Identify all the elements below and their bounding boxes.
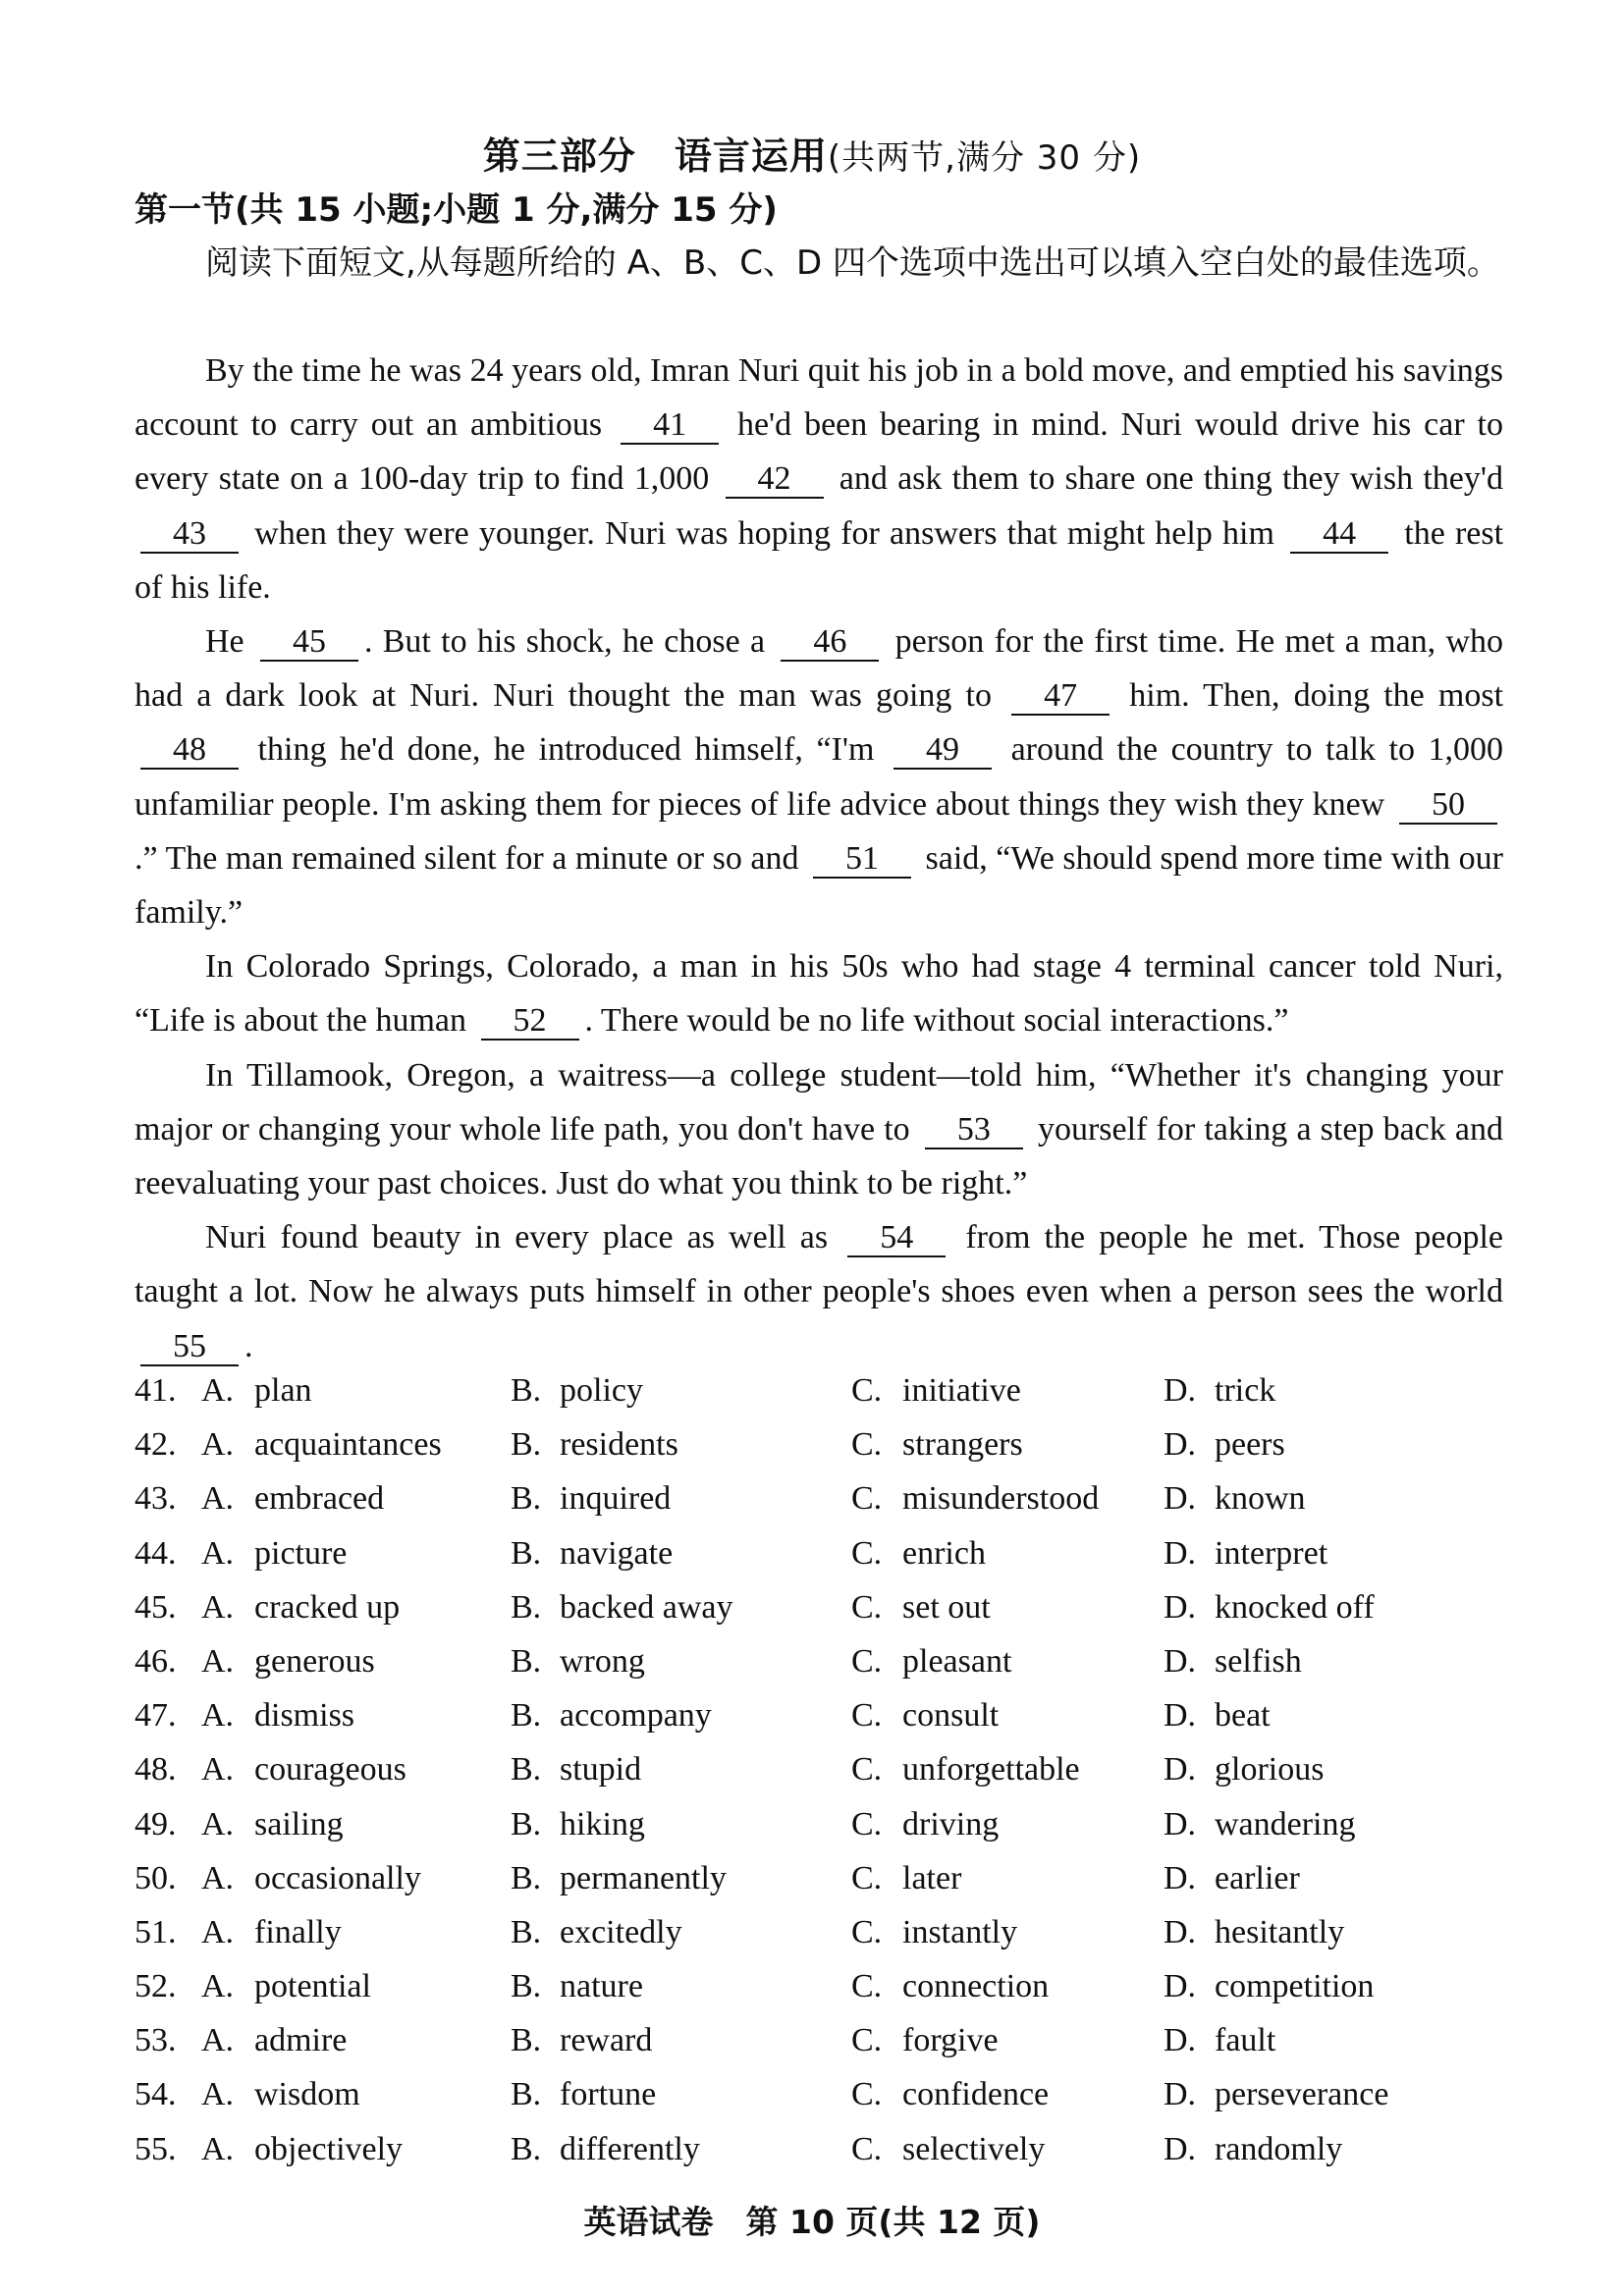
option-b: permanently xyxy=(560,1859,727,1896)
option-letter-b: B. xyxy=(511,1859,542,1896)
option-a: wisdom xyxy=(254,2076,360,2113)
passage-text: from the people he met. Those people taught a lot. Now he always puts himself in other people's shoes even when a person sees the world xyxy=(135,1219,1504,1310)
passage-text: when they were younger. Nuri was hoping for answers that might help him xyxy=(254,514,1274,552)
option-letter-b: B. xyxy=(511,1426,542,1464)
question-number: 43. xyxy=(135,1480,177,1518)
option-d: trick xyxy=(1215,1372,1276,1409)
passage-text: and ask them to share one thing they wish they'd xyxy=(839,460,1503,498)
option-letter-b: B. xyxy=(511,1697,542,1735)
option-b: reward xyxy=(560,2022,653,2059)
option-d: randomly xyxy=(1215,2130,1343,2167)
question-number: 41. xyxy=(135,1372,177,1409)
option-a: acquaintances xyxy=(254,1426,442,1464)
passage-text: By the time he was 24 years old, Imran Nuri quit his job in a bold move, and emptied his savings account to carry out an ambitious xyxy=(135,352,1503,444)
option-letter-b: B. xyxy=(511,1913,542,1950)
option-c: driving xyxy=(902,1805,1000,1842)
option-letter-c: C. xyxy=(851,2130,883,2167)
cloze-passage xyxy=(135,344,1503,1373)
option-b: navigate xyxy=(560,1534,674,1572)
option-d: fault xyxy=(1215,2022,1276,2059)
blank-50: 50 xyxy=(1399,787,1497,825)
option-letter-b: B. xyxy=(511,1968,542,2005)
option-letter-a: A. xyxy=(201,1968,235,2005)
option-letter-b: B. xyxy=(511,1751,542,1789)
option-letter-d: D. xyxy=(1164,1426,1197,1464)
option-letter-b: B. xyxy=(511,1480,542,1518)
option-letter-d: D. xyxy=(1164,1805,1197,1842)
option-letter-a: A. xyxy=(201,1913,235,1950)
part-title-main: 第三部分 语言运用 xyxy=(482,134,828,178)
option-letter-a: A. xyxy=(201,1534,235,1572)
option-b: accompany xyxy=(560,1697,712,1735)
passage-text: He xyxy=(205,623,244,661)
blank-47: 47 xyxy=(1011,678,1110,716)
option-c: selectively xyxy=(902,2130,1046,2167)
option-c: instantly xyxy=(902,1913,1018,1950)
section-title: 第一节(共 15 小题;小题 1 分,满分 15 分) xyxy=(135,190,778,230)
passage-text: . But to his shock, he chose a xyxy=(363,623,766,661)
option-c: consult xyxy=(902,1697,1000,1735)
option-letter-d: D. xyxy=(1164,2076,1197,2113)
question-row xyxy=(135,2131,1503,2185)
option-letter-d: D. xyxy=(1164,1588,1197,1626)
option-letter-a: A. xyxy=(201,2022,235,2059)
option-letter-c: C. xyxy=(851,1372,883,1409)
question-number: 42. xyxy=(135,1426,177,1464)
option-c: initiative xyxy=(902,1372,1021,1409)
option-letter-a: A. xyxy=(201,1697,235,1735)
question-row xyxy=(135,2076,1503,2130)
option-letter-c: C. xyxy=(851,1642,883,1680)
part-title xyxy=(0,126,1624,180)
option-d: selfish xyxy=(1215,1642,1302,1680)
question-number: 47. xyxy=(135,1697,177,1735)
option-letter-a: A. xyxy=(201,1751,235,1789)
passage-paragraph-1 xyxy=(135,344,1503,614)
option-letter-d: D. xyxy=(1164,1859,1197,1896)
option-letter-a: A. xyxy=(201,1642,235,1680)
blank-55: 55 xyxy=(140,1329,239,1366)
question-row xyxy=(135,1372,1503,1426)
option-d: glorious xyxy=(1215,1751,1325,1789)
blank-48: 48 xyxy=(140,732,239,770)
blank-49: 49 xyxy=(893,732,992,770)
passage-text: yourself for taking a step back and reevaluating your past choices. Just do what you think to be right.” xyxy=(135,1110,1504,1202)
option-a: objectively xyxy=(254,2130,404,2167)
option-letter-c: C. xyxy=(851,1534,883,1572)
blank-45: 45 xyxy=(260,624,358,662)
passage-text: In Tillamook, Oregon, a waitress—a college student—told him, “Whether it's changing your major or changing your whole life path, you don't have to xyxy=(135,1056,1503,1148)
option-a: sailing xyxy=(254,1805,344,1842)
option-c: confidence xyxy=(902,2076,1050,2113)
option-a: dismiss xyxy=(254,1697,355,1735)
blank-53: 53 xyxy=(925,1112,1023,1149)
passage-text: . There would be no life without social interactions.” xyxy=(584,1002,1289,1040)
option-letter-a: A. xyxy=(201,1859,235,1896)
option-letter-c: C. xyxy=(851,1697,883,1735)
option-b: nature xyxy=(560,1968,643,2005)
passage-text: . xyxy=(244,1327,253,1364)
page-footer: 英语试卷 第 10 页(共 12 页) xyxy=(583,2203,1041,2241)
question-number: 46. xyxy=(135,1642,177,1680)
question-row xyxy=(135,1426,1503,1480)
option-letter-d: D. xyxy=(1164,1480,1197,1518)
question-number: 44. xyxy=(135,1534,177,1572)
passage-text: .” The man remained silent for a minute or so and xyxy=(135,839,799,877)
option-b: policy xyxy=(560,1372,643,1409)
option-c: set out xyxy=(902,1588,991,1626)
option-letter-b: B. xyxy=(511,1588,542,1626)
option-letter-a: A. xyxy=(201,1805,235,1842)
question-number: 53. xyxy=(135,2022,177,2059)
option-letter-b: B. xyxy=(511,1372,542,1409)
option-d: wandering xyxy=(1215,1805,1356,1842)
option-c: misunderstood xyxy=(902,1480,1100,1518)
option-d: known xyxy=(1215,1480,1306,1518)
question-row xyxy=(135,1643,1503,1697)
passage-paragraph-3 xyxy=(135,939,1503,1047)
option-c: enrich xyxy=(902,1534,986,1572)
option-letter-d: D. xyxy=(1164,1913,1197,1950)
option-letter-c: C. xyxy=(851,1426,883,1464)
option-letter-c: C. xyxy=(851,2022,883,2059)
option-b: excitedly xyxy=(560,1913,682,1950)
option-b: backed away xyxy=(560,1588,733,1626)
question-row xyxy=(135,1480,1503,1534)
question-number: 48. xyxy=(135,1751,177,1789)
option-letter-b: B. xyxy=(511,2022,542,2059)
blank-43: 43 xyxy=(140,516,239,554)
option-letter-c: C. xyxy=(851,1913,883,1950)
option-a: occasionally xyxy=(254,1859,421,1896)
passage-text: Nuri found beauty in every place as well as xyxy=(205,1219,829,1256)
option-letter-d: D. xyxy=(1164,1642,1197,1680)
option-d: interpret xyxy=(1215,1534,1328,1572)
option-b: fortune xyxy=(560,2076,657,2113)
blank-46: 46 xyxy=(781,624,879,662)
option-c: forgive xyxy=(902,2022,999,2059)
option-letter-c: C. xyxy=(851,2076,883,2113)
option-letter-c: C. xyxy=(851,1588,883,1626)
option-letter-b: B. xyxy=(511,1534,542,1572)
question-number: 50. xyxy=(135,1859,177,1896)
blank-54: 54 xyxy=(847,1220,946,1257)
question-number: 52. xyxy=(135,1968,177,2005)
option-letter-a: A. xyxy=(201,2130,235,2167)
option-letter-c: C. xyxy=(851,1751,883,1789)
option-d: beat xyxy=(1215,1697,1271,1735)
passage-paragraph-2 xyxy=(135,614,1503,939)
option-letter-a: A. xyxy=(201,1588,235,1626)
question-row xyxy=(135,1697,1503,1751)
option-a: admire xyxy=(254,2022,348,2059)
question-row xyxy=(135,2022,1503,2076)
question-list xyxy=(135,1372,1503,2185)
option-b: inquired xyxy=(560,1480,672,1518)
option-letter-a: A. xyxy=(201,1426,235,1464)
option-c: connection xyxy=(902,1968,1050,2005)
option-b: residents xyxy=(560,1426,678,1464)
blank-52: 52 xyxy=(481,1003,579,1041)
blank-44: 44 xyxy=(1290,516,1388,554)
option-letter-b: B. xyxy=(511,2130,542,2167)
passage-paragraph-4 xyxy=(135,1048,1503,1211)
option-letter-d: D. xyxy=(1164,1372,1197,1409)
option-a: courageous xyxy=(254,1751,406,1789)
option-b: stupid xyxy=(560,1751,642,1789)
passage-paragraph-5 xyxy=(135,1210,1503,1373)
option-letter-d: D. xyxy=(1164,2022,1197,2059)
option-c: pleasant xyxy=(902,1642,1012,1680)
option-a: cracked up xyxy=(254,1588,401,1626)
option-b: hiking xyxy=(560,1805,645,1842)
option-letter-b: B. xyxy=(511,2076,542,2113)
option-a: generous xyxy=(254,1642,375,1680)
option-letter-b: B. xyxy=(511,1805,542,1842)
option-d: peers xyxy=(1215,1426,1285,1464)
instructions: 阅读下面短文,从每题所给的 A、B、C、D 四个选项中选出可以填入空白处的最佳选项。 xyxy=(205,243,1500,283)
option-d: perseverance xyxy=(1215,2076,1389,2113)
option-letter-d: D. xyxy=(1164,1968,1197,2005)
question-number: 54. xyxy=(135,2076,177,2113)
question-row xyxy=(135,1589,1503,1643)
question-number: 45. xyxy=(135,1588,177,1626)
option-b: wrong xyxy=(560,1642,645,1680)
passage-text: In Colorado Springs, Colorado, a man in his 50s who had stage 4 terminal cancer told Nuri, “Life is about the human xyxy=(135,948,1503,1040)
option-letter-a: A. xyxy=(201,1480,235,1518)
passage-text: him. Then, doing the most xyxy=(1129,677,1504,715)
option-letter-c: C. xyxy=(851,1859,883,1896)
option-letter-c: C. xyxy=(851,1805,883,1842)
option-d: knocked off xyxy=(1215,1588,1375,1626)
option-d: hesitantly xyxy=(1215,1913,1345,1950)
question-row xyxy=(135,1914,1503,1968)
question-row xyxy=(135,1860,1503,1914)
question-row xyxy=(135,1806,1503,1860)
option-letter-d: D. xyxy=(1164,2130,1197,2167)
option-c: unforgettable xyxy=(902,1751,1080,1789)
question-number: 51. xyxy=(135,1913,177,1950)
passage-text: the rest of his life. xyxy=(135,514,1504,606)
passage-text: thing he'd done, he introduced himself, “I'm xyxy=(257,731,875,769)
option-c: later xyxy=(902,1859,962,1896)
option-a: potential xyxy=(254,1968,371,2005)
question-number: 55. xyxy=(135,2130,177,2167)
option-d: earlier xyxy=(1215,1859,1300,1896)
question-row xyxy=(135,1968,1503,2022)
option-a: plan xyxy=(254,1372,312,1409)
option-letter-d: D. xyxy=(1164,1697,1197,1735)
question-row xyxy=(135,1751,1503,1805)
option-c: strangers xyxy=(902,1426,1023,1464)
option-a: picture xyxy=(254,1534,348,1572)
option-letter-d: D. xyxy=(1164,1534,1197,1572)
option-letter-a: A. xyxy=(201,2076,235,2113)
blank-41: 41 xyxy=(621,407,719,445)
passage-text: person for the first time. He met a man, who had a dark look at Nuri. Nuri thought the man was going to xyxy=(135,623,1503,715)
blank-42: 42 xyxy=(726,461,824,499)
passage-text: he'd been bearing in mind. Nuri would drive his car to every state on a 100-day trip to find 1,000 xyxy=(135,406,1504,498)
option-a: finally xyxy=(254,1913,342,1950)
question-row xyxy=(135,1535,1503,1589)
option-b: differently xyxy=(560,2130,700,2167)
blank-51: 51 xyxy=(813,841,911,879)
option-d: competition xyxy=(1215,1968,1375,2005)
option-a: embraced xyxy=(254,1480,385,1518)
option-letter-a: A. xyxy=(201,1372,235,1409)
option-letter-c: C. xyxy=(851,1480,883,1518)
passage-text: around the country to talk to 1,000 unfamiliar people. I'm asking them for pieces of life advice about things they wish they knew xyxy=(135,731,1504,823)
part-title-note: (共两节,满分 30 分) xyxy=(827,138,1142,178)
option-letter-c: C. xyxy=(851,1968,883,2005)
passage-text: said, “We should spend more time with our family.” xyxy=(135,839,1503,932)
option-letter-d: D. xyxy=(1164,1751,1197,1789)
option-letter-b: B. xyxy=(511,1642,542,1680)
question-number: 49. xyxy=(135,1805,177,1842)
